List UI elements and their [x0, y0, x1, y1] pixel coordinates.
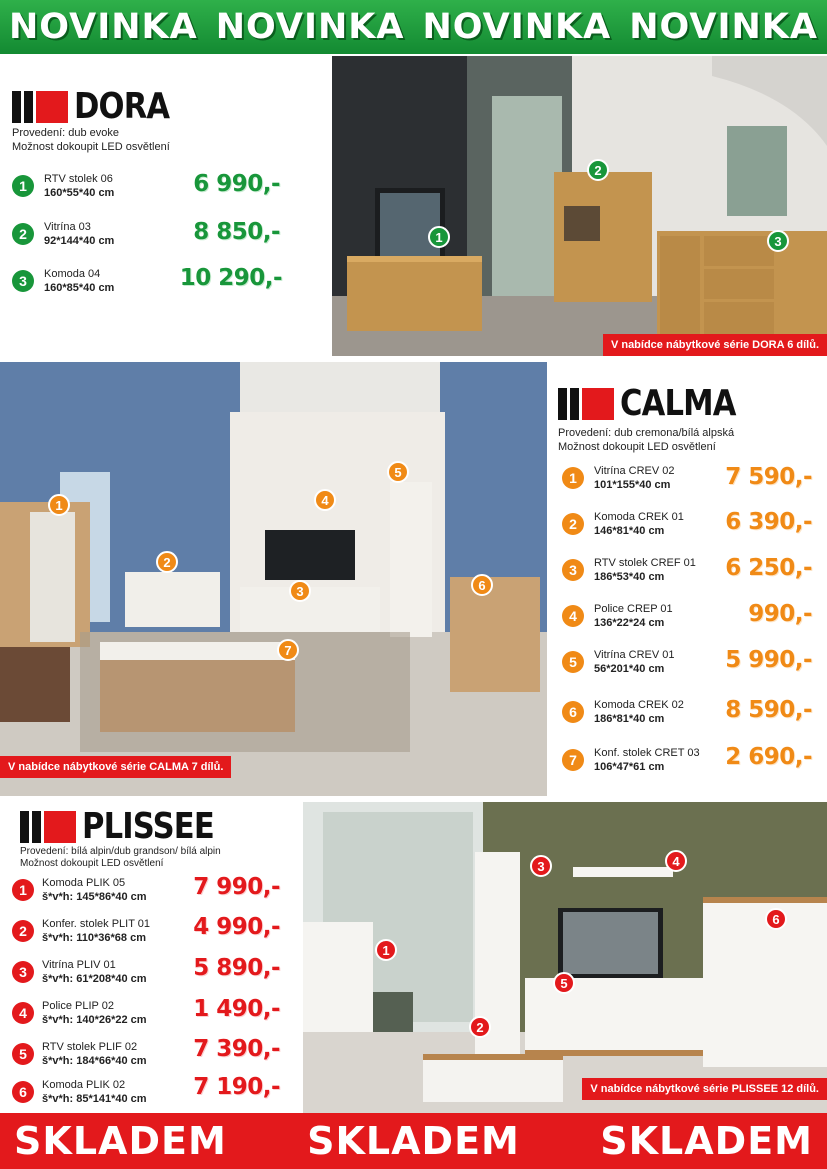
item-number: 7 — [562, 749, 584, 771]
product-row — [12, 172, 114, 200]
spec-line: Možnost dokoupit LED osvětlení — [558, 441, 716, 453]
marker-2: 2 — [469, 1016, 491, 1038]
marker-1: 1 — [428, 226, 450, 248]
series-title: DORA — [74, 86, 170, 127]
item-number: 1 — [12, 879, 34, 901]
product-row — [12, 958, 147, 986]
product-price: 8 590,- — [725, 697, 812, 723]
product-price: 10 290,- — [179, 265, 282, 291]
product-dimensions: 160*85*40 cm — [44, 282, 115, 294]
calma-header — [558, 383, 756, 424]
brand-logo-icon — [20, 811, 76, 843]
marker-4: 4 — [314, 489, 336, 511]
item-number: 6 — [12, 1081, 34, 1103]
calma-room-photo — [0, 362, 547, 796]
item-number: 6 — [562, 701, 584, 723]
product-row — [562, 648, 675, 676]
product-price: 7 390,- — [193, 1036, 280, 1062]
item-number: 3 — [12, 961, 34, 983]
product-price: 4 990,- — [193, 914, 280, 940]
banner-text: NOVINKA — [629, 7, 818, 47]
product-name: RTV stolek 06 — [44, 173, 113, 185]
product-row — [12, 1040, 147, 1068]
item-number: 3 — [562, 559, 584, 581]
product-price: 5 890,- — [193, 955, 280, 981]
series-note: V nabídce nábytkové série PLISSEE 12 dílů. — [582, 1078, 827, 1100]
spec-line: Možnost dokoupit LED osvětlení — [20, 858, 164, 869]
marker-5: 5 — [553, 972, 575, 994]
product-dimensions: 101*155*40 cm — [594, 479, 671, 491]
product-row — [12, 876, 147, 904]
product-dimensions: 106*47*61 cm — [594, 761, 665, 773]
banner-text: NOVINKA — [9, 7, 198, 47]
product-dimensions: š*v*h: 110*36*68 cm — [42, 932, 146, 944]
product-name: Police PLIP 02 — [42, 1000, 114, 1012]
spec-line: Provedení: bílá alpin/dub grandson/ bílá alpin — [20, 846, 221, 857]
marker-2: 2 — [156, 551, 178, 573]
product-dimensions: 186*81*40 cm — [594, 713, 665, 725]
item-number: 2 — [12, 223, 34, 245]
product-row — [12, 999, 147, 1027]
marker-2: 2 — [587, 159, 609, 181]
marker-5: 5 — [387, 461, 409, 483]
product-price: 1 490,- — [193, 996, 280, 1022]
series-title: CALMA — [620, 383, 736, 424]
product-dimensions: š*v*h: 145*86*40 cm — [42, 891, 147, 903]
series-note: V nabídce nábytkové série CALMA 7 dílů. — [0, 756, 231, 778]
product-name: Vitrína CREV 01 — [594, 649, 675, 661]
product-dimensions: 56*201*40 cm — [594, 663, 665, 675]
dora-header — [12, 86, 186, 127]
skladem-banner — [0, 1113, 827, 1169]
spec-line: Provedení: dub evoke — [12, 127, 120, 139]
product-price: 5 990,- — [725, 647, 812, 673]
product-price: 6 250,- — [725, 555, 812, 581]
product-name: Konfer. stolek PLIT 01 — [42, 918, 151, 930]
spec-line: Možnost dokoupit LED osvětlení — [12, 141, 170, 153]
plissee-header — [20, 806, 237, 847]
dora-room-photo — [332, 56, 827, 356]
series-note: V nabídce nábytkové série DORA 6 dílů. — [603, 334, 827, 356]
marker-6: 6 — [765, 908, 787, 930]
product-row — [12, 267, 114, 295]
marker-6: 6 — [471, 574, 493, 596]
banner-text: SKLADEM — [14, 1119, 227, 1163]
series-title: PLISSEE — [82, 806, 214, 847]
product-name: Vitrína CREV 02 — [594, 465, 675, 477]
product-name: Komoda CREK 02 — [594, 699, 684, 711]
item-number: 1 — [12, 175, 34, 197]
product-row — [562, 556, 696, 584]
brand-logo-icon — [558, 388, 614, 420]
product-price: 7 990,- — [193, 874, 280, 900]
item-number: 4 — [562, 605, 584, 627]
product-name: Vitrína 03 — [44, 221, 91, 233]
product-price: 990,- — [748, 601, 812, 627]
spec-line: Provedení: dub cremona/bílá alpská — [558, 427, 735, 439]
item-number: 2 — [12, 920, 34, 942]
marker-1: 1 — [375, 939, 397, 961]
product-dimensions: 186*53*40 cm — [594, 571, 665, 583]
marker-3: 3 — [530, 855, 552, 877]
marker-1: 1 — [48, 494, 70, 516]
plissee-room-photo — [303, 802, 827, 1113]
product-dimensions: 92*144*40 cm — [44, 235, 115, 247]
item-number: 3 — [12, 270, 34, 292]
banner-text: SKLADEM — [600, 1119, 813, 1163]
product-name: Komoda PLIK 02 — [42, 1079, 126, 1091]
product-price: 7 590,- — [725, 464, 812, 490]
marker-3: 3 — [289, 580, 311, 602]
product-name: Komoda 04 — [44, 268, 101, 280]
product-row — [12, 1078, 147, 1106]
item-number: 4 — [12, 1002, 34, 1024]
item-number: 2 — [562, 513, 584, 535]
product-name: RTV stolek PLIF 02 — [42, 1041, 138, 1053]
product-dimensions: š*v*h: 184*66*40 cm — [42, 1055, 147, 1067]
banner-text: NOVINKA — [215, 7, 405, 47]
product-row — [562, 602, 673, 630]
brand-logo-icon — [12, 91, 68, 123]
product-price: 6 990,- — [193, 171, 280, 197]
marker-3: 3 — [767, 230, 789, 252]
plissee-spec — [20, 846, 221, 870]
item-number: 5 — [12, 1043, 34, 1065]
product-name: Vitrína PLIV 01 — [42, 959, 116, 971]
product-dimensions: 136*22*24 cm — [594, 617, 665, 629]
product-price: 7 190,- — [193, 1074, 280, 1100]
product-price: 8 850,- — [193, 219, 280, 245]
product-row — [12, 917, 150, 945]
product-name: Konf. stolek CRET 03 — [594, 747, 700, 759]
marker-7: 7 — [277, 639, 299, 661]
product-row — [562, 698, 684, 726]
banner-text: NOVINKA — [422, 7, 612, 47]
product-price: 6 390,- — [725, 509, 812, 535]
product-dimensions: š*v*h: 61*208*40 cm — [42, 973, 147, 985]
item-number: 5 — [562, 651, 584, 673]
calma-spec — [558, 426, 734, 454]
item-number: 1 — [562, 467, 584, 489]
banner-text: SKLADEM — [307, 1119, 520, 1163]
marker-4: 4 — [665, 850, 687, 872]
product-price: 2 690,- — [725, 744, 812, 770]
product-dimensions: š*v*h: 140*26*22 cm — [42, 1014, 147, 1026]
dora-spec — [12, 126, 170, 154]
product-name: Police CREP 01 — [594, 603, 673, 615]
novinka-banner — [0, 0, 827, 54]
product-dimensions: š*v*h: 85*141*40 cm — [42, 1093, 147, 1105]
product-row — [562, 464, 675, 492]
product-row — [562, 510, 684, 538]
product-row — [12, 220, 114, 248]
product-name: RTV stolek CREF 01 — [594, 557, 696, 569]
product-dimensions: 160*55*40 cm — [44, 187, 115, 199]
product-row — [562, 746, 700, 774]
product-name: Komoda CREK 01 — [594, 511, 684, 523]
product-name: Komoda PLIK 05 — [42, 877, 126, 889]
product-dimensions: 146*81*40 cm — [594, 525, 665, 537]
